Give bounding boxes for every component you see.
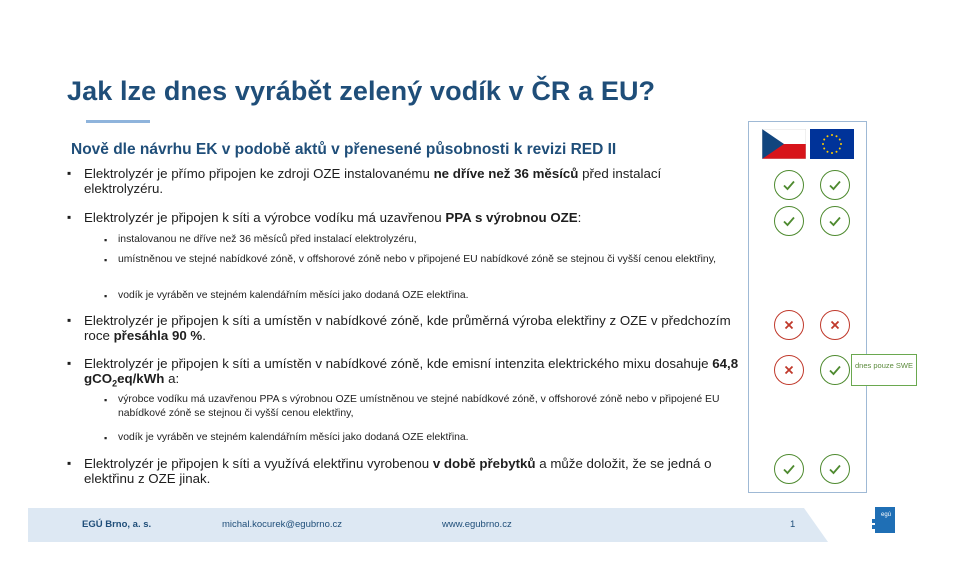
bullet-text: Elektrolyzér je připojen k síti a výrobce vodíku má uzavřenou	[84, 210, 446, 225]
footer	[0, 508, 960, 542]
comparison-panel	[748, 121, 867, 493]
bullet-bold: PPA s výrobnou OZE	[445, 210, 578, 225]
bullet-item-4	[66, 356, 742, 392]
swe-note: dnes pouze SWE	[851, 354, 917, 386]
bullet-bold: přesáhla 90 %	[113, 328, 203, 343]
bullet-item-3	[66, 313, 742, 343]
footer-website: www.egubrno.cz	[442, 519, 512, 530]
bullet-bold-a: 64,8 gCO	[84, 356, 739, 386]
bullet-text: :	[577, 210, 582, 225]
bullet-text: před instalací elektrolyzéru.	[84, 166, 662, 196]
footer-company: EGÚ Brno, a. s.	[82, 519, 152, 530]
bullet-item-2	[66, 210, 742, 225]
sub-bullet-2-3: ▪ vodík je vyráběn ve stejném kalendářním měsíci jako dodaná OZE elektřina.	[104, 289, 740, 303]
footer-email: michal.kocurek@egubrno.cz	[222, 519, 343, 530]
page-number: 1	[790, 519, 796, 530]
subscript: 2	[112, 378, 118, 389]
cross-icon	[820, 310, 850, 340]
check-icon	[774, 206, 804, 236]
check-icon	[774, 454, 804, 484]
eu-flag-icon	[810, 129, 854, 159]
bullet-text: a může doložit, že se jedná o elektřinu z OZE jinak.	[84, 456, 712, 486]
bullet-text: .	[202, 328, 206, 343]
bullet-bold: ne dříve než 36 měsíců	[433, 166, 579, 181]
cross-icon	[774, 310, 804, 340]
bullet-bold-b: eq/kWh	[117, 371, 165, 386]
check-icon	[820, 206, 850, 236]
check-icon	[820, 170, 850, 200]
bullet-text: Elektrolyzér je připojen k síti a umístěn v nabídkové zóně, kde emisní intenzita elektrického mixu dosahuje	[84, 356, 713, 371]
bullet-text: a:	[164, 371, 180, 386]
sub-bullet-2-2: ▪ umístněnou ve stejné nabídkové zóně, v offshorové zóně nebo v připojené EU nabídkové zóně se stejnou či vyšší cenou elektřiny,	[104, 253, 740, 267]
slide-subtitle: Nově dle návrhu EK v podobě aktů v přenesené působnosti k revizi RED II	[71, 141, 617, 158]
sub-bullet-2-1: ▪ instalovanou ne dříve než 36 měsíců před instalací elektrolyzéru,	[104, 233, 740, 247]
cz-flag-icon	[762, 129, 806, 159]
slide-title: Jak lze dnes vyrábět zelený vodík v ČR a EU?	[67, 76, 656, 106]
check-icon	[820, 355, 850, 385]
bullet-item-5	[66, 456, 742, 486]
check-icon	[820, 454, 850, 484]
bullet-bold: v době přebytků	[432, 456, 536, 471]
sub-bullet-4-2: ▪ vodík je vyráběn ve stejném kalendářním měsíci jako dodaná OZE elektřina.	[104, 431, 740, 445]
sub-bullet-4-1: ▪ výrobce vodíku má uzavřenou PPA s výrobnou OZE umístněnou ve stejné nabídkové zóně, v offshorové zóně nebo v připojené EU nabídkové zóně se stejnou či vyšší cenou elektřiny,	[104, 393, 740, 421]
logo-text: egú	[880, 512, 892, 518]
bullet-text: Elektrolyzér je připojen k síti a využívá elektřinu vyrobenou	[84, 456, 433, 471]
bullet-item-1	[66, 166, 742, 196]
bullet-text: Elektrolyzér je připojen k síti a umístěn v nabídkové zóně, kde průměrná výroba elektřiny z OZE v předchozím roce	[84, 313, 731, 343]
egu-logo-icon	[872, 507, 896, 535]
title-underline	[86, 120, 150, 123]
bullet-text: Elektrolyzér je přímo připojen ke zdroji OZE instalovanému	[84, 166, 434, 181]
cross-icon	[774, 355, 804, 385]
check-icon	[774, 170, 804, 200]
